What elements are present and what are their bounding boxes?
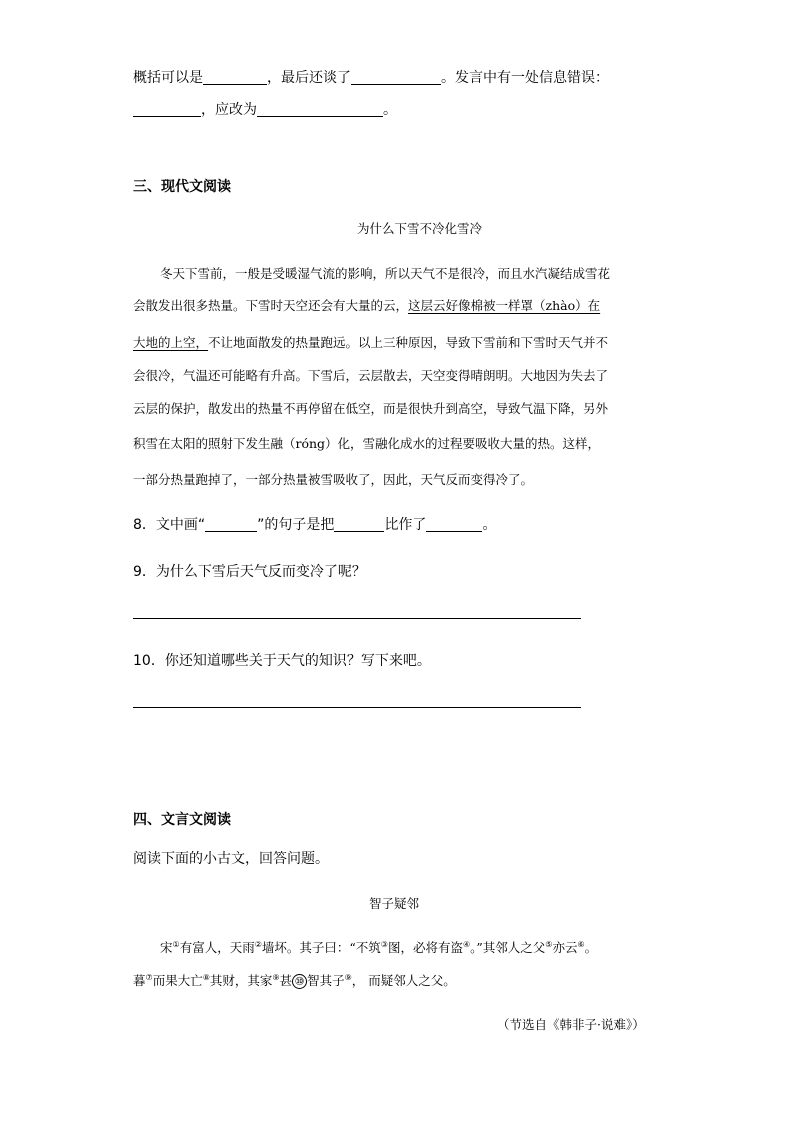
classical-line-1 xyxy=(160,938,597,956)
classical-text: 墙坏。其子曰：“不筑 xyxy=(261,940,381,955)
answer-blank[interactable] xyxy=(257,102,383,117)
passage-text: 会散发出很多热量。下雪时天空还会有大量的云， xyxy=(133,298,409,313)
answer-blank[interactable] xyxy=(203,70,267,85)
question-10: 10．你还知道哪些关于天气的知识？写下来吧。 xyxy=(133,653,431,669)
section4-heading: 四、文言文阅读 xyxy=(133,812,231,828)
question-8 xyxy=(133,514,496,534)
q8-text: 8．文中画“ xyxy=(133,517,206,533)
top-text-4: ，应改为 xyxy=(201,102,257,118)
passage-line-4: 会很冷，气温还可能略有升高。下雪后，云层散去，天空变得晴朗明。大地因为失去了 xyxy=(133,368,609,383)
classical-text: 图，必将有盗 xyxy=(387,940,463,955)
annotation-mark: ⑧ xyxy=(202,972,210,982)
answer-line-q9[interactable] xyxy=(133,618,581,619)
underlined-sentence: 大地的上空， xyxy=(133,335,209,350)
underlined-sentence: 这层云好像棉被一样罩（zhào）在 xyxy=(408,298,601,313)
classical-text: 宋 xyxy=(160,940,173,955)
annotation-mark: ② xyxy=(254,939,262,949)
q8-text: ”的句子是把 xyxy=(257,517,335,533)
passage-text: 不让地面散发的热量跑远。以上三种原因，导致下雪前和下雪时天气并不 xyxy=(208,335,609,350)
annotation-mark: ⑥ xyxy=(577,939,585,949)
top-text-3: 。发言中有一处信息错误： xyxy=(441,70,609,86)
annotation-mark: ⑦ xyxy=(145,972,153,982)
source-citation: （节选自《韩非子·说难》） xyxy=(497,1017,645,1032)
instruction: 阅读下面的小古文，回答问题。 xyxy=(133,851,329,867)
top-text-1: 概括可以是 xyxy=(133,70,203,86)
classical-title: 智子疑邻 xyxy=(369,896,420,911)
top-line-1 xyxy=(133,67,609,87)
passage-line-2 xyxy=(133,296,600,314)
question-9: 9．为什么下雪后天气反而变冷了呢？ xyxy=(133,564,366,580)
passage-line-3 xyxy=(133,333,608,351)
answer-blank[interactable] xyxy=(351,70,441,85)
annotation-mark: ⑨ xyxy=(272,972,280,982)
annotation-mark: ⑩ xyxy=(292,974,307,989)
classical-text: 亦云 xyxy=(552,940,578,955)
answer-line-q10[interactable] xyxy=(133,707,581,708)
top-text-2: ，最后还谈了 xyxy=(267,70,351,86)
classical-line-2 xyxy=(133,971,456,989)
answer-blank[interactable] xyxy=(205,517,257,532)
q8-text: 比作了 xyxy=(384,517,427,533)
answer-blank[interactable] xyxy=(426,517,482,532)
passage-line-6: 积雪在太阳的照射下发生融（róng）化，雪融化成水的过程要吸收大量的热。这样， xyxy=(133,436,601,451)
classical-text: 智其子 xyxy=(307,973,345,988)
classical-text: 而果大亡 xyxy=(152,973,203,988)
classical-text: 。 xyxy=(584,940,598,955)
top-line-2 xyxy=(133,99,397,119)
passage-title: 为什么下雪不冷化雪冷 xyxy=(357,221,483,236)
annotation-mark: ⑤ xyxy=(545,939,553,949)
q8-text: 。 xyxy=(482,517,497,533)
annotation-mark: ④ xyxy=(462,939,471,949)
classical-text: 其财，其家 xyxy=(209,973,273,988)
answer-blank[interactable] xyxy=(334,517,384,532)
classical-text: 有富人，天雨 xyxy=(179,940,255,955)
answer-blank[interactable] xyxy=(133,102,201,117)
annotation-mark: ⑨ xyxy=(344,972,352,982)
passage-line-7: 一部分热量跑掉了，一部分热量被雪吸收了，因此，天气反而变得冷了。 xyxy=(133,472,534,487)
passage-line-5: 云层的保护，散发出的热量不再停留在低空，而是很快升到高空，导致气温下降，另外 xyxy=(133,401,609,416)
section3-heading: 三、现代文阅读 xyxy=(133,179,231,195)
classical-text: 。”其邻人之父 xyxy=(470,940,546,955)
passage-line-1: 冬天下雪前，一般是受暖湿气流的影响，所以天气不是很冷，而且水汽凝结成雪花 xyxy=(160,266,611,281)
top-text-5: 。 xyxy=(383,102,397,118)
annotation-mark: ③ xyxy=(380,939,388,949)
classical-text: 暮 xyxy=(133,973,146,988)
classical-text: ， 而疑邻人之父。 xyxy=(351,973,456,988)
annotation-mark: ① xyxy=(172,939,180,949)
classical-text: 甚 xyxy=(279,973,293,988)
